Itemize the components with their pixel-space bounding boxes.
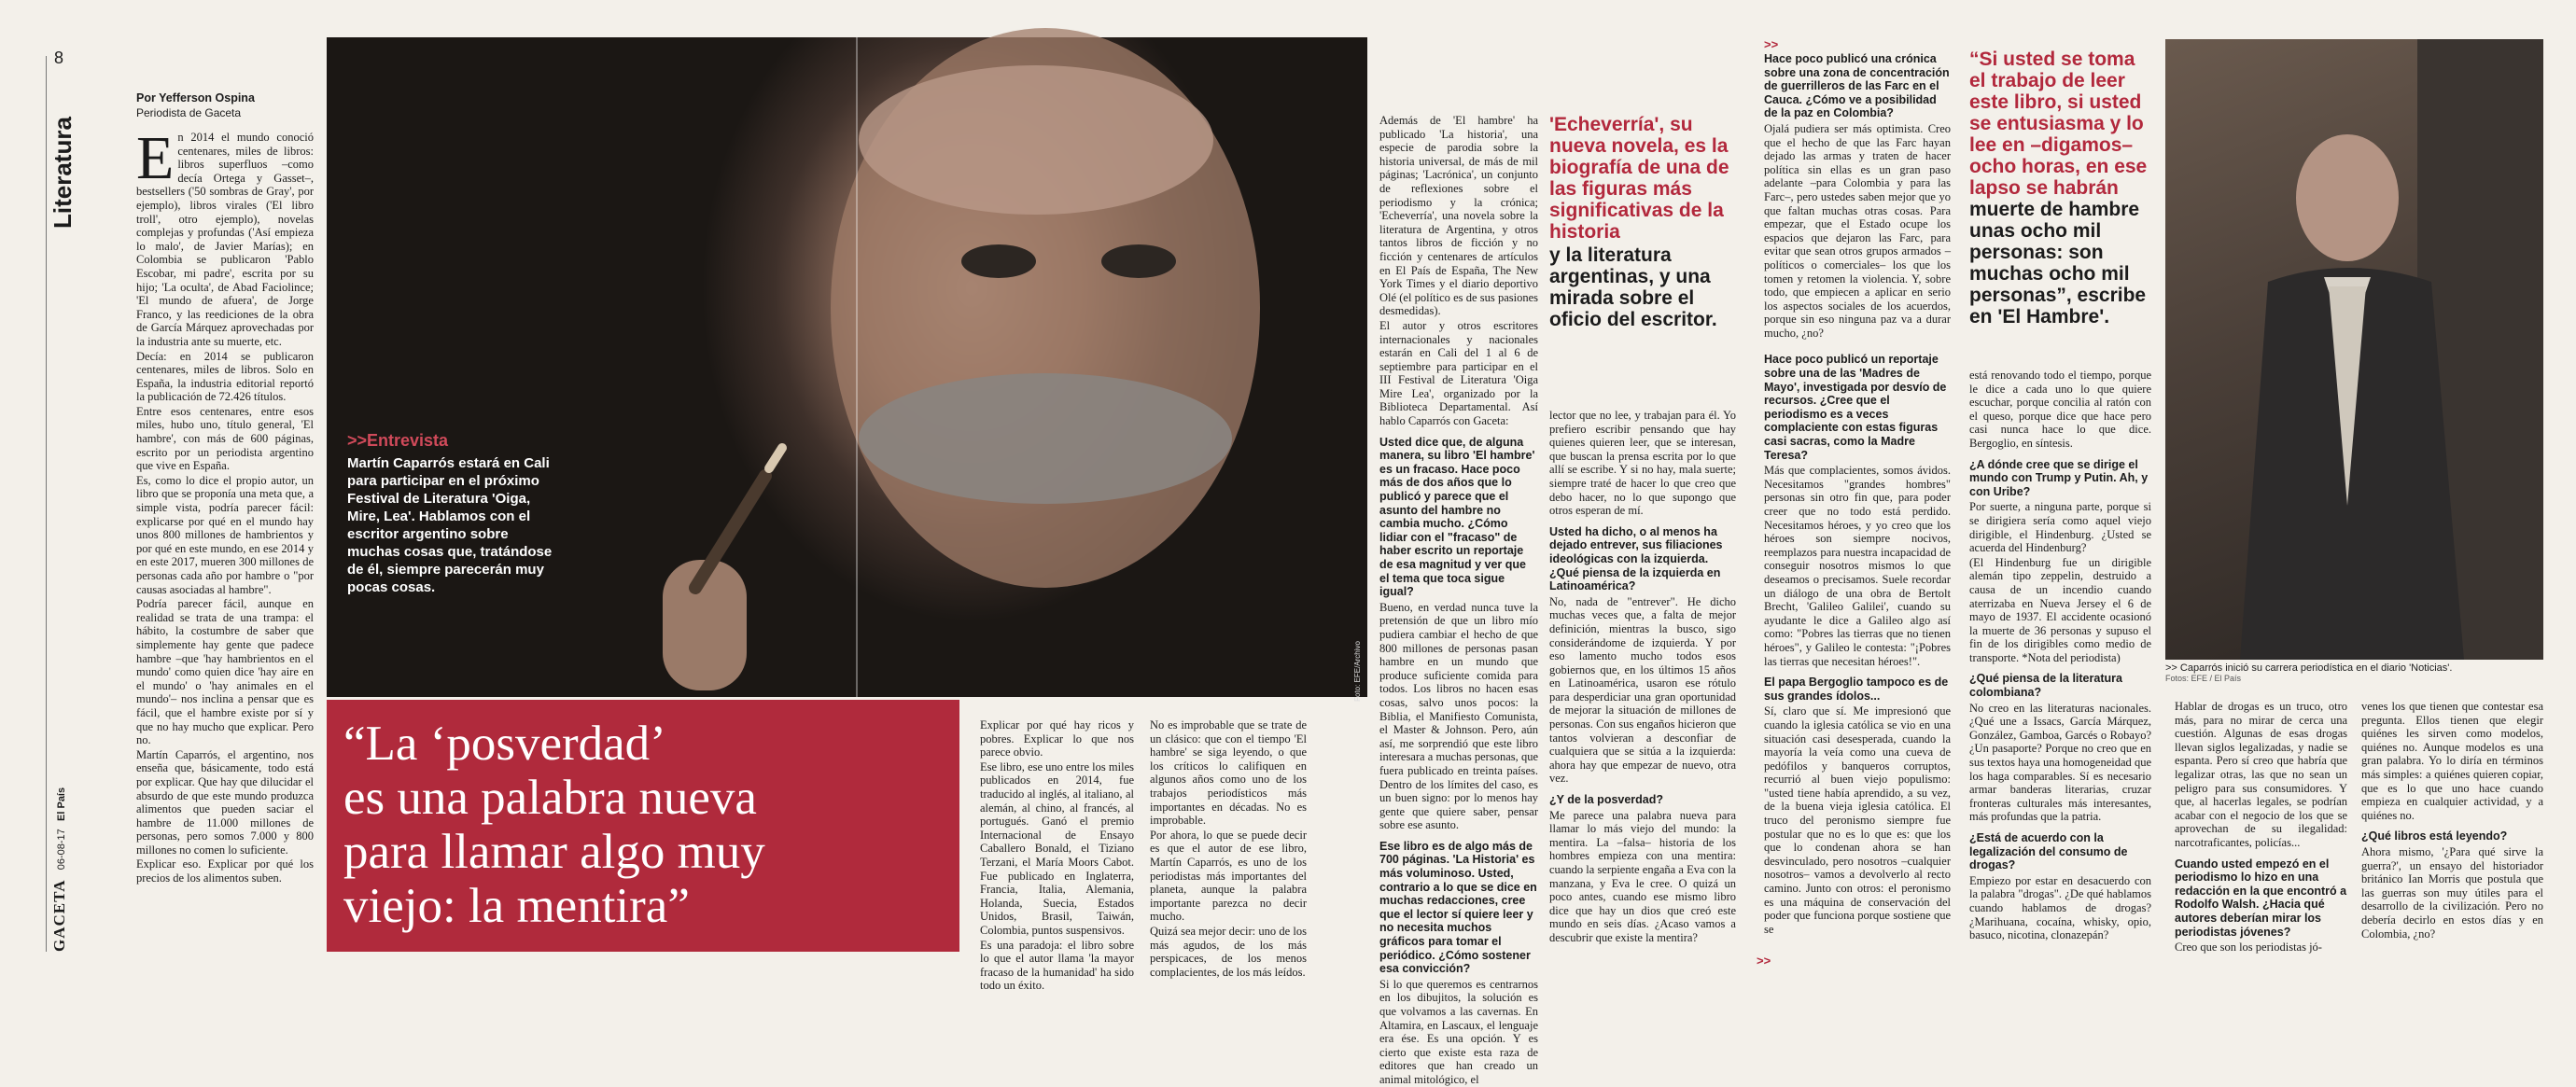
pull-quote-red: “Si usted se toma el trabajo de leer este libro, si usted se entusiasma y lo lee en –digamos– ocho horas, en ese lapso se habrán — [1969, 49, 2148, 199]
answer: No, nada de "entrever". He dicho muchas veces que, a falta de mejor definición, mientras la busco, sigo considerándome de izquierda. Y por eso lamento mucho todos esos gobiernos que, en los últimos 15 años en Latinoamérica, usaron ese rótulo para desperdiciar una gran oportunidad de mejorar la situación de millones de personas. Con sus engaños hicieron que tantos volvieran a desconfiar de cualquiera que se sitúa a la izquierda: ahora hay que empezar de nuevo, otra vez. — [1549, 594, 1736, 786]
paragraph: Por ahora, lo que se puede decir es que el autor de ese libro, Martín Caparrós, es uno de los periodistas más importantes del planeta, aunque la palabra importante parezca no decir mucho. — [1150, 828, 1307, 924]
answer: lector que no lee, y trabajan para él. Yo prefiero escribir pensando que hay quienes quieren leer, que se interesan, que buscan la prensa escrita por lo que allí se escribe. Y si no hay, mala suerte; siempre traté de hacer lo que creo que debo hacer, no lo que supongo que otros esperan de mí. — [1549, 409, 1736, 518]
question: Usted dice que, de alguna manera, su libro 'El hambre' es un fracaso. Hace poco más de dos años que lo publicó y parece que el asunto del hambre no cambia mucho. ¿Cómo lidiar con el "fracaso" de haber escrito un reportaje de esa magnitud y ver que el tema que toca sigue igual? — [1379, 435, 1535, 599]
pull-quote-2 — [1969, 49, 2151, 327]
answer: Más que complacientes, somos ávidos. Necesitamos "grandes hombres" personas sin otro fin que, para poder creer que no todo está perdido. Necesitamos héroes, y yo creo que los héroes son siempre nocivos, reemplazos para nuestra incapacidad de conseguir nosotros mismos lo que deseamos o precisamos. Suele recordar un diálogo de una obra de Bertolt Brecht, 'Galileo Galilei', cuando su ayudante le dice a Galileo algo así como: "Pobres las tierras que no tienen héroes", y Galileo le contesta: "¡Pobres las tierras que necesitan héroes!". — [1764, 464, 1951, 668]
main-photo — [327, 37, 1367, 702]
page-number: 8 — [54, 49, 64, 67]
answer: No creo en las literaturas nacionales. ¿Qué une a Issacs, García Márquez, González, Gamboa, Garcés o Robayo? ¿Un pasaporte? Porque no creo que en sus textos haya una homogeneidad que los haga comparables. Sí es necesario armar banderas literarias, cruzar fronteras culturales más interesantes, más profundas que la patria. — [1969, 701, 2151, 824]
paragraph: n 2014 el mundo conoció centenares, miles de libros: libros superfluos –como decía Ortega y Gasset–, bestsellers ('50 sombras de Gray', por ejemplo), libros virales ('El libro troll', otro ejemplo), novelas complejas y profundas ('Así empieza lo malo', de Javier Marías); en Colombia se publicaron 'Pablo Escobar, mi padre', escrita por su hijo; 'La oculta', de Abad Faciolince; 'El mundo de afuera', de Jorge Franco, y las reediciones de la obra de García Márquez aprovechadas por la industria ante su muerte, etc. — [136, 131, 314, 348]
answer: Si lo que queremos es centrarnos en los dibujitos, la solución es que volvamos a las cavernas. En Altamira, en Lascaux, el lenguaje era ése. Es una opción. Y es cierto que existe esta raza de editores que han creado un animal mitológico, el — [1379, 977, 1538, 1086]
answer: Me parece una palabra nueva para llamar lo más viejo del mundo: la mentira. La –falsa– historia de los hombres empieza con una mentira: cuando la serpiente engaña a Eva con la manzana, y Eva le cree. O quizá un poco antes, cuando ese mismo libro dice que hay un dios que creó este mundo en seis días. ¿Acaso vamos a descubrir que existe la mentira? — [1549, 808, 1736, 944]
headline-line: para llamar algo muy — [343, 825, 765, 879]
portrait-illustration — [327, 37, 1367, 697]
paragraph: Martín Caparrós, el argentino, nos enseña que, básicamente, todo está por explicar. Que hay que dilucidar el absurdo de que este mundo produzca alimentos que pueden saciar el hambre de 11.000 millones de personas, pero somos 7.000 y 800 millones no comen lo suficiente. — [136, 747, 314, 857]
paragraph: Explicar eso. Explicar por qué los precios de los alimentos suben. — [136, 857, 314, 885]
photo-credit: Foto: EFE/Archivo — [1353, 641, 1362, 702]
paper-date: 06-08-17 — [56, 829, 67, 871]
pull-quote-black: muerte de hambre unas ocho mil personas: son muchas ocho mil personas”, escribe en 'El Hambre'. — [1969, 199, 2147, 327]
byline-author: Por Yefferson Ospina — [136, 91, 255, 105]
article-column-4 — [1379, 114, 1538, 1086]
answer: está renovando todo el tiempo, porque le dice a cada uno lo que quiere escuchar, porque concilia al ratón con el queso, porque dice que hace pero casi nunca hace lo que dice. Bergoglio, en síntesis. — [1969, 369, 2151, 450]
paragraph: Quizá sea mejor decir: uno de los más agudos, de los más perspicaces, de los menos complacientes, de los más leídos. — [1150, 924, 1307, 979]
answer: Bueno, en verdad nunca tuve la pretensión de que un libro mío pudiera cambiar el hecho de que 800 millones de personas pasan hambre en un mundo que produce suficiente comida para todos. Los libros no hacen esas cosas, salvo unos pocos: la Biblia, el Manifiesto Comunista, el Master & Johnson. Pero, aún así, me sorprendió que este libro interesara a muchas personas, que fuera publicado en treinta países. Dentro de los límites del caso, es un buen signo: por lo menos hay gente que quiere saber, pensar sobre ese asunto. — [1379, 600, 1538, 832]
article-column-1 — [136, 124, 314, 952]
pull-quote-red: 'Echeverría', su nueva novela, es la biografía de una de las figuras más significativas de la historia — [1549, 114, 1729, 243]
question: ¿Y de la posverdad? — [1549, 793, 1664, 807]
standing-portrait-illustration — [2165, 39, 2543, 660]
answer: Ojalá pudiera ser más optimista. Creo que el hecho de que las Farc hayan dejado las armas y traten de hacer política sin ellas es un gran paso adelante –para Colombia y para las Farc–, pero ustedes saben mejor que yo que faltan muchas otras cosas. Para empezar, que el Estado ocupe los espacios que dejaron las Farc, para evitar que sean otros grupos armados –políticos o comerciales– los que los tomen y retomen la violencia. Y, sobre todo, que empiecen a aplicar en serio los aspectos sociales de los acuerdos, porque sin eso ninguna paz va a durar mucho, ¿no? — [1764, 121, 1951, 340]
paper-title: GACETA — [50, 879, 68, 952]
article-column-9 — [2361, 700, 2543, 952]
article-column-6 — [1764, 52, 1951, 952]
paragraph: Además de 'El hambre' ha publicado 'La historia', una especie de parodia sobre la historia universal, de más de mil páginas; 'Lacrónica', un conjunto de reflexiones sobre el periodismo y la crónica; 'Echeverría', una novela sobre la literatura de Argentina, y otros tantos libros de ficción y no ficción y centenares de artículos en El País de España, The New York Times y el diario deportivo Olé (el político es de sus pasiones desmedidas). — [1379, 114, 1538, 318]
question: ¿Está de acuerdo con la legalización del consumo de drogas? — [1969, 831, 2128, 872]
photo-caption-credit: Fotos: EFE / El País — [2165, 674, 2242, 683]
intro-text: Martín Caparrós estará en Cali para participar en el próximo Festival de Literatura 'Oiga, Mire, Lea'. Hablamos con el escritor argentino sobre muchas cosas que, tratándose de él, siempre parecerán muy pocas cosas. — [347, 455, 553, 595]
continue-marker-top: >> — [1764, 37, 1779, 51]
paragraph: Podría parecer fácil, aunque en realidad se trata de una trampa: el hábito, la costumbre de saber que simplemente hay gente que padece hambre –que 'hay hambrientos en el mundo' como quien dice 'hay aire en el mundo' o 'hay animales en el mundo'– nos inclina a pensar que es fácil, que el hambre existe por sí y que no hay mucho que explicar. Pero no. — [136, 597, 314, 747]
paragraph: Es una paradoja: el libro sobre lo que el autor llama 'la mayor fracaso de la humanidad' ha sido todo un éxito. — [980, 938, 1134, 993]
question: Hace poco publicó un reportaje sobre una de las 'Madres de Mayo', investigada por desvío de recursos. ¿Cree que el periodismo es a veces complaciente con estas figuras casi sacras, como la Madre Teresa? — [1764, 353, 1947, 462]
intro-box — [347, 431, 553, 596]
continue-marker-bottom: >> — [1757, 954, 1771, 968]
paragraph: Explicar por qué hay ricos y pobres. Explicar lo que nos parece obvio. — [980, 718, 1134, 760]
paper-name — [50, 787, 69, 952]
section-label: Literatura — [49, 117, 77, 229]
question: Ese libro es de algo más de 700 páginas. 'La Historia' es más voluminoso. Usted, contrario a lo que se dice en muchas redacciones, cree que el lector sí quiere leer y no necesita muchos gráficos para tomar el periódico. ¿Cómo sostener esa convicción? — [1379, 839, 1537, 976]
paragraph: No es improbable que se trate de un clásico: que con el tiempo 'El hambre' se siga leyendo, o que los críticos lo califiquen en algunos años como uno de los trabajos periodísticos más importantes en décadas. No es improbable. — [1150, 718, 1307, 828]
right-photo — [2165, 39, 2543, 660]
article-column-3 — [1150, 718, 1307, 979]
headline-line: “La ‘posverdad’ — [343, 717, 666, 771]
answer: Creo que son los periodistas jó- — [2175, 941, 2322, 955]
answer: Ahora mismo, '¿Para qué sirve la guerra?', un ensayo del historiador británico Ian Morris que postula que las guerras son muy útiles para el desarrollo de la civilización. Pero no debería decirlo en estos días y en Colombia, ¿no? — [2361, 844, 2543, 941]
byline — [136, 91, 318, 119]
question: ¿Qué piensa de la literatura colombiana? — [1969, 672, 2122, 700]
pull-quote-black: y la literatura argentinas, y una mirada sobre el oficio del escritor. — [1549, 244, 1717, 330]
paragraph: Decía: en 2014 se publicaron centenares, miles de libros. Solo en España, la industria editorial reportó la publicación de 72.426 títulos. — [136, 349, 314, 404]
article-column-8 — [2175, 700, 2347, 955]
drop-cap: E — [136, 124, 175, 192]
intro-kicker: >>Entrevista — [347, 431, 449, 450]
photo-caption-text: >> Caparrós inició su carrera periodística en el diario 'Noticias'. — [2165, 662, 2453, 674]
paragraph: Es, como lo dice el propio autor, un libro que se proponía una meta que, a simple vista, podría parecer fácil: explicarse por qué en el mundo hay unos 800 millones de hambrientos y por qué en este mundo, en ese 2014 y en este 2017, mueren 300 millones de personas cada año por hambre o "por causas asociadas al hambre". — [136, 473, 314, 596]
headline-line: es una palabra nueva — [343, 771, 757, 825]
answer: Empiezo por estar en desacuerdo con la palabra "drogas". ¿De qué hablamos cuando hablamos de drogas? ¿Marihuana, cocaína, whisky, opio, basuco, nicotina, clonazepán? — [1969, 873, 2151, 942]
question: Hace poco publicó una crónica sobre una zona de concentración de guerrilleros de las Farc en el Cauca. ¿Cómo ve a posibilidad de la paz en Colombia? — [1764, 52, 1950, 120]
paragraph: Ese libro, ese uno entre los miles publicados en 2014, fue traducido al inglés, al italiano, al alemán, al chino, al francés, al portugués. Ganó el premio Internacional de Ensayo Caballero Bonald, el Tiziano Terzani, el María Moors Cabot. Fue publicado en Inglaterra, Francia, Italia, Alemania, Holanda, Suecia, Estados Unidos, Brasil, Taiwán, Colombia, puntos suspensivos. — [980, 760, 1134, 937]
question: Cuando usted empezó en el periodismo lo hizo en una redacción en la que encontró a Rodolfo Walsh. ¿Hacia qué autores deberían mirar los periodistas jóvenes? — [2175, 857, 2347, 939]
pull-quote-1 — [1549, 114, 1736, 330]
paragraph: El autor y otros escritores internacionales y nacionales estarán en Cali del 1 al 6 de septiembre para participar en el III Festival de Literatura 'Oiga Mire Lea', organizado por la Biblioteca Departamental. Así hablo Caparrós con Gaceta: — [1379, 318, 1538, 428]
headline-line: viejo: la mentira” — [343, 879, 690, 933]
question: El papa Bergoglio tampoco es de sus grandes ídolos... — [1764, 676, 1949, 703]
headline-box — [327, 700, 959, 952]
question: ¿A dónde cree que se dirige el mundo con Trump y Putin. Ah, y con Uribe? — [1969, 457, 2149, 498]
answer: Sí, claro que sí. Me impresionó que cuando la iglesia católica se vio en una situación casi desesperada, cuando la mayoría la veía como una cueva de pedófilos y banqueros corruptos, recurrió al buen viejo populismo: "usted tiene había aprendido, a su vez, de la buena vieja iglesia católica. El truco del peronismo siempre fue postular que no es lo que es: que los que lo condenan ahora se han desvinculado, pero nosotros –cualquier nosotros– vamos a devolverlo al recto camino. Junto con otros: el peronismo es una máquina de conservación del poder que funciona porque sostiene que se — [1764, 704, 1951, 936]
byline-role: Periodista de Gaceta — [136, 106, 242, 119]
answer: venes los que tienen que contestar esa pregunta. Ellos tienen que elegir quiénes les sirven como modelos, quiénes no. Aunque modelos es una gran palabra. Yo lo diría en términos más simples: a quiénes quieren copiar, que es lo que uno hace cuando empieza en cualquier actividad, y a quiénes no. — [2361, 700, 2543, 822]
article-column-5 — [1549, 409, 1736, 952]
article-column-7 — [1969, 369, 2151, 952]
answer: Por suerte, a ninguna parte, porque si se dirigiera sería como aquel viejo dirigible, el Hindenburg. ¿Usted se acuerda del Hindenburg? — [1969, 500, 2151, 555]
paragraph: Entre esos centenares, entre esos miles, hubo uno, título general, 'El hambre', con más de 600 páginas, escrito por un periodista argentino que vive en España. — [136, 404, 314, 473]
answer: (El Hindenburg fue un dirigible alemán tipo zeppelin, destruido a causa de un incendio cuando aterrizaba en Nueva Jersey el 6 de mayo de 1937. El accidente ocasionó la muerte de 36 personas y supuso el fin de los dirigibles como medio de transporte. *Nota del periodista) — [1969, 555, 2151, 664]
article-column-2 — [980, 718, 1134, 993]
question: ¿Qué libros está leyendo? — [2361, 829, 2508, 843]
answer: Hablar de drogas es un truco, otro más, para no mirar de cerca una cuestión. Algunas de esas drogas llevan siglos legalizadas, y nadie se espanta. Pero sí creo que habría que legalizar otras, las que no sean un peligro para sus consumidores. Y que, al hacerlas legales, se podrían acabar con el negocio de los que se aprovechan de su ilegalidad: narcotraficantes, policías... — [2175, 700, 2347, 849]
question: Usted ha dicho, o al menos ha dejado entrever, sus filiaciones ideológicas con la izquierda. ¿Qué piensa de la izquierda en Latinoamérica? — [1549, 524, 1723, 593]
paper-source: El País — [56, 787, 67, 821]
photo-caption — [2165, 662, 2543, 683]
left-rule — [46, 56, 47, 952]
